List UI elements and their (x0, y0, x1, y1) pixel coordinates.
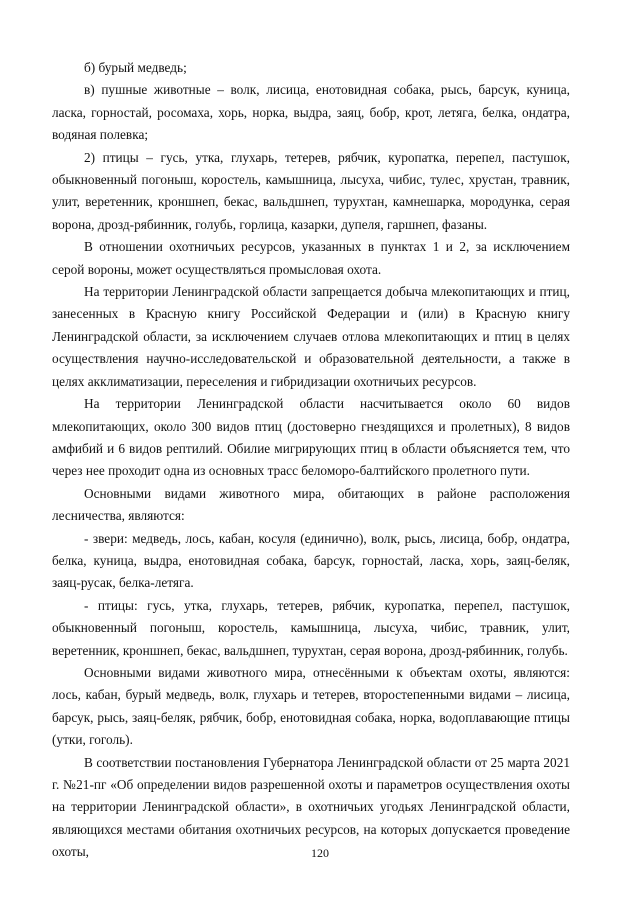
paragraph-mammals: - звери: медведь, лось, кабан, косуля (единично), волк, рысь, лисица, бобр, ондатра, белка, куница, выдра, енотовидная собака, барсук, горностай, ласка, хорь, заяц-беляк, заяц-русак, белка-летяга. (52, 530, 570, 591)
body-text (52, 57, 570, 864)
paragraph-item-v: в) пушные животные – волк, лисица, енотовидная собака, рысь, барсук, куница, ласка, горностай, росомаха, хорь, норка, выдра, заяц, бобр, крот, летяга, белка, ондатра, водяная полевка; (52, 82, 570, 143)
page-number: 120 (311, 846, 329, 860)
paragraph-commercial-hunting: В отношении охотничьих ресурсов, указанных в пунктах 1 и 2, за исключением серой вороны, может осуществляться промысловая охота. (52, 239, 570, 277)
paragraph-game-species: Основными видами животного мира, отнесёнными к объектам охоты, являются: лось, кабан, бурый медведь, волк, глухарь и тетерев, второстепенными видами – лисица, барсук, рысь, заяц-беляк, рябчик, бобр, енотовидная собака, норка, водоплавающие птицы (утки, гоголь). (52, 664, 570, 748)
paragraph-birds-list: 2) птицы – гусь, утка, глухарь, тетерев, рябчик, куропатка, перепел, пастушок, обыкновенный погоныш, коростель, камышница, лысуха, чибис, тулес, хрустан, травник, улит, веретенник, кроншнеп, бекас, вальдшнеп, турухтан, камнешарка, мородунка, серая ворона, дрозд-рябинник, голубь, горлица, казарки, дупеля, гаршнеп, фазаны. (52, 149, 570, 232)
paragraph-main-species: Основными видами животного мира, обитающих в районе расположения лесничества, являются: (52, 485, 570, 524)
paragraph-item-b: б) бурый медведь; (84, 60, 187, 75)
paragraph-decree: В соответствии постановления Губернатора Ленинградской области от 25 марта 2021 г. №21-пг «Об определении видов разрешенной охоты и параметров осуществления охоты на территории Ленинградской области», в охотничьих угодьях Ленинградской области, являющихся местами обитания охотничьих ресурсов, на которых допускается проведение охоты, (52, 754, 570, 860)
paragraph-red-book: На территории Ленинградской области запрещается добыча млекопитающих и птиц, занесенных в Красную книгу Российской Федерации и (или) в Красную книгу Ленинградской области, за исключением случаев отлова млекопитающих и птиц в целях осуществления научно-исследовательской и образовательной деятельности, а также в целях акклиматизации, переселения и гибридизации охотничьих ресурсов. (52, 284, 570, 389)
paragraph-birds: - птицы: гусь, утка, глухарь, тетерев, рябчик, куропатка, перепел, пастушок, обыкновенный погоныш, коростель, камышница, лысуха, чибис, травник, улит, веретенник, кроншнеп, бекас, вальдшнеп, турухтан, серая ворона, дрозд-рябинник, голубь. (52, 597, 570, 658)
paragraph-species-count: На территории Ленинградской области насчитывается около 60 видов млекопитающих, около 300 видов птиц (достоверно гнездящихся и пролетных), 8 видов амфибий и 6 видов рептилий. Обилие мигрирующих птиц в области объясняется тем, что через нее проходит одна из основных трасс беломоро-балтийского пролетного пути. (52, 396, 570, 479)
